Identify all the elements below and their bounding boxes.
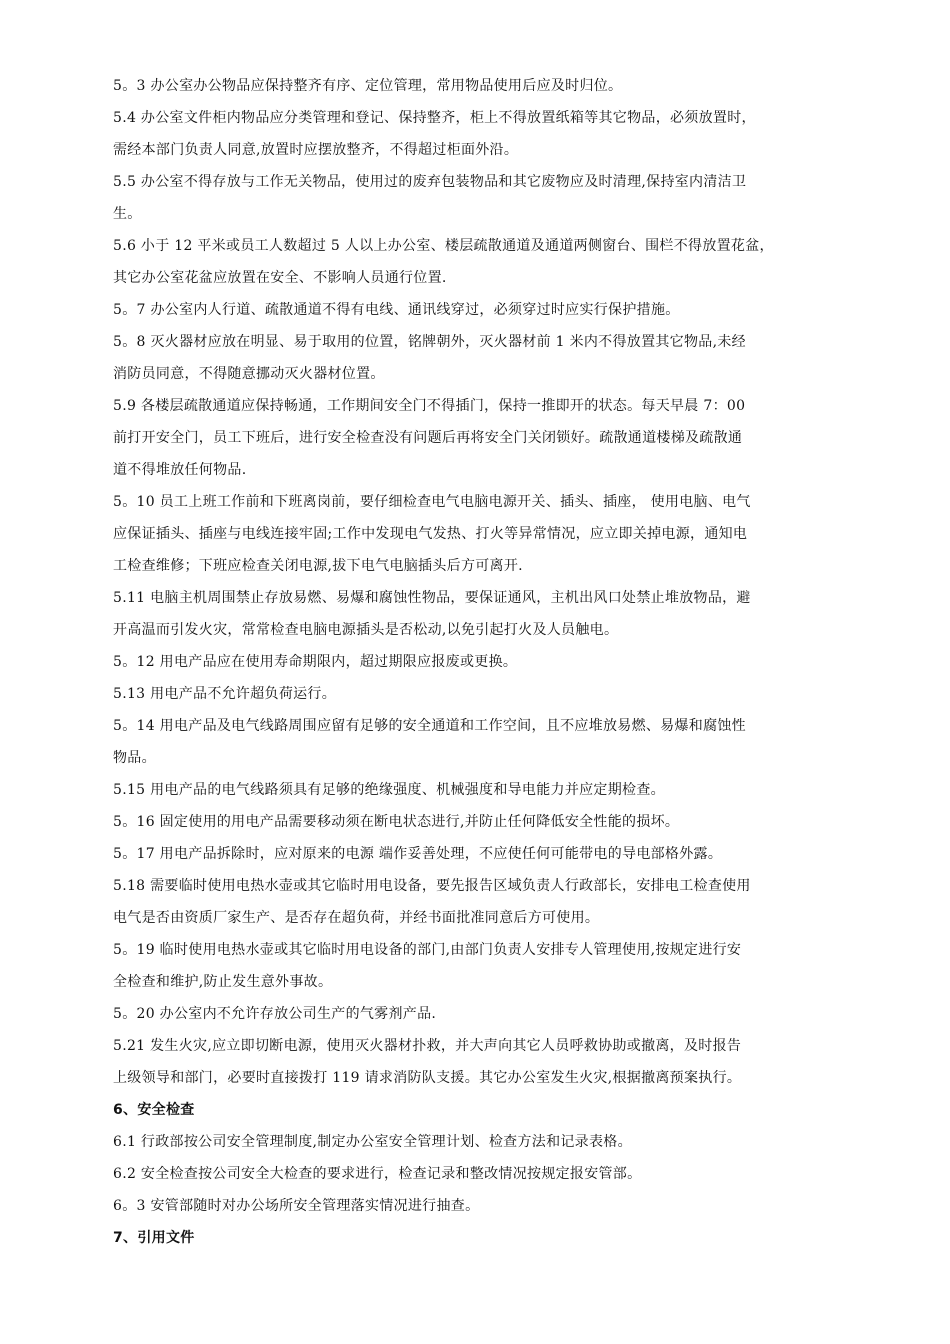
- paragraph-line: 其它办公室花盆应放置在安全、不影响人员通行位置.: [113, 270, 447, 286]
- paragraph-line: 物品。: [113, 750, 156, 766]
- paragraph-line: 道不得堆放任何物品.: [113, 462, 247, 478]
- paragraph-line: 5。17 用电产品拆除时，应对原来的电源 端作妥善处理，不应使任何可能带电的导电部格外露。: [113, 846, 723, 862]
- paragraph-line: 5。19 临时使用电热水壶或其它临时用电设备的部门,由部门负责人安排专人管理使用,按规定进行安: [113, 942, 742, 958]
- document-page: [113, 76, 873, 1260]
- paragraph-line: 5.4 办公室文件柜内物品应分类管理和登记、保持整齐，柜上不得放置纸箱等其它物品，必须放置时，: [113, 110, 756, 126]
- paragraph-line: 5。10 员工上班工作前和下班离岗前，要仔细检查电气电脑电源开关、插头、插座， 使用电脑、电气: [113, 494, 751, 510]
- paragraph-line: 5。16 固定使用的用电产品需要移动须在断电状态进行,并防止任何降低安全性能的损坏。: [113, 814, 680, 830]
- paragraph-line: 开高温而引发火灾，常常检查电脑电源插头是否松动,以免引起打火及人员触电。: [113, 622, 619, 638]
- paragraph-line: 生。: [113, 206, 142, 222]
- paragraph-line: 5.6 小于 12 平米或员工人数超过 5 人以上办公室、楼层疏散通道及通道两侧窗台、围栏不得放置花盆，: [113, 238, 774, 254]
- paragraph-line: 前打开安全门，员工下班后，进行安全检查没有问题后再将安全门关闭锁好。疏散通道楼梯及疏散通: [113, 430, 743, 446]
- paragraph-line: 上级领导和部门，必要时直接拨打 119 请求消防队支援。其它办公室发生火灾,根据撤离预案执行。: [113, 1070, 742, 1086]
- paragraph-line: 5.5 办公室不得存放与工作无关物品，使用过的废弃包装物品和其它废物应及时清理,保持室内清洁卫: [113, 174, 747, 190]
- paragraph-line: 6.2 安全检查按公司安全大检查的要求进行，检查记录和整改情况按规定报安管部。: [113, 1166, 642, 1182]
- paragraph-line: 5。7 办公室内人行道、疏散通道不得有电线、通讯线穿过，必须穿过时应实行保护措施。: [113, 302, 680, 318]
- paragraph-line: 5.9 各楼层疏散通道应保持畅通，工作期间安全门不得插门，保持一推即开的状态。每天早晨 7：00: [113, 398, 746, 414]
- paragraph-line: 5。3 办公室办公物品应保持整齐有序、定位管理，常用物品使用后应及时归位。: [113, 78, 623, 94]
- section-heading: 7、引用文件: [113, 1230, 195, 1246]
- paragraph-line: 5。12 用电产品应在使用寿命期限内，超过期限应报废或更换。: [113, 654, 518, 670]
- paragraph-line: 5.18 需要临时使用电热水壶或其它临时用电设备，要先报告区域负责人行政部长，安排电工检查使用: [113, 878, 751, 894]
- paragraph-line: 5.15 用电产品的电气线路须具有足够的绝缘强度、机械强度和导电能力并应定期检查。: [113, 782, 665, 798]
- section-heading: 6、安全检查: [113, 1102, 195, 1118]
- paragraph-line: 全检查和维护,防止发生意外事故。: [113, 974, 333, 990]
- paragraph-line: 5.21 发生火灾,应立即切断电源，使用灭火器材扑救，并大声向其它人员呼救协助或撤离，及时报告: [113, 1038, 742, 1054]
- paragraph-line: 5.11 电脑主机周围禁止存放易燃、易爆和腐蚀性物品，要保证通风，主机出风口处禁止堆放物品，避: [113, 590, 751, 606]
- paragraph-line: 工检查维修；下班应检查关闭电源,拔下电气电脑插头后方可离开.: [113, 558, 523, 574]
- paragraph-line: 5.13 用电产品不允许超负荷运行。: [113, 686, 337, 702]
- paragraph-line: 5。14 用电产品及电气线路周围应留有足够的安全通道和工作空间，且不应堆放易燃、易爆和腐蚀性: [113, 718, 746, 734]
- paragraph-line: 需经本部门负责人同意,放置时应摆放整齐，不得超过柜面外沿。: [113, 142, 519, 158]
- paragraph-line: 5。20 办公室内不允许存放公司生产的气雾剂产品.: [113, 1006, 437, 1022]
- paragraph-line: 电气是否由资质厂家生产、是否存在超负荷，并经书面批准同意后方可使用。: [113, 910, 600, 926]
- paragraph-line: 消防员同意，不得随意挪动灭火器材位置。: [113, 366, 385, 382]
- paragraph-line: 5。8 灭火器材应放在明显、易于取用的位置，铭牌朝外，灭火器材前 1 米内不得放置其它物品,未经: [113, 334, 746, 350]
- paragraph-line: 6。3 安管部随时对办公场所安全管理落实情况进行抽查。: [113, 1198, 480, 1214]
- paragraph-line: 6.1 行政部按公司安全管理制度,制定办公室安全管理计划、检查方法和记录表格。: [113, 1134, 632, 1150]
- paragraph-line: 应保证插头、插座与电线连接牢固;工作中发现电气发热、打火等异常情况，应立即关掉电源，通知电: [113, 526, 748, 542]
